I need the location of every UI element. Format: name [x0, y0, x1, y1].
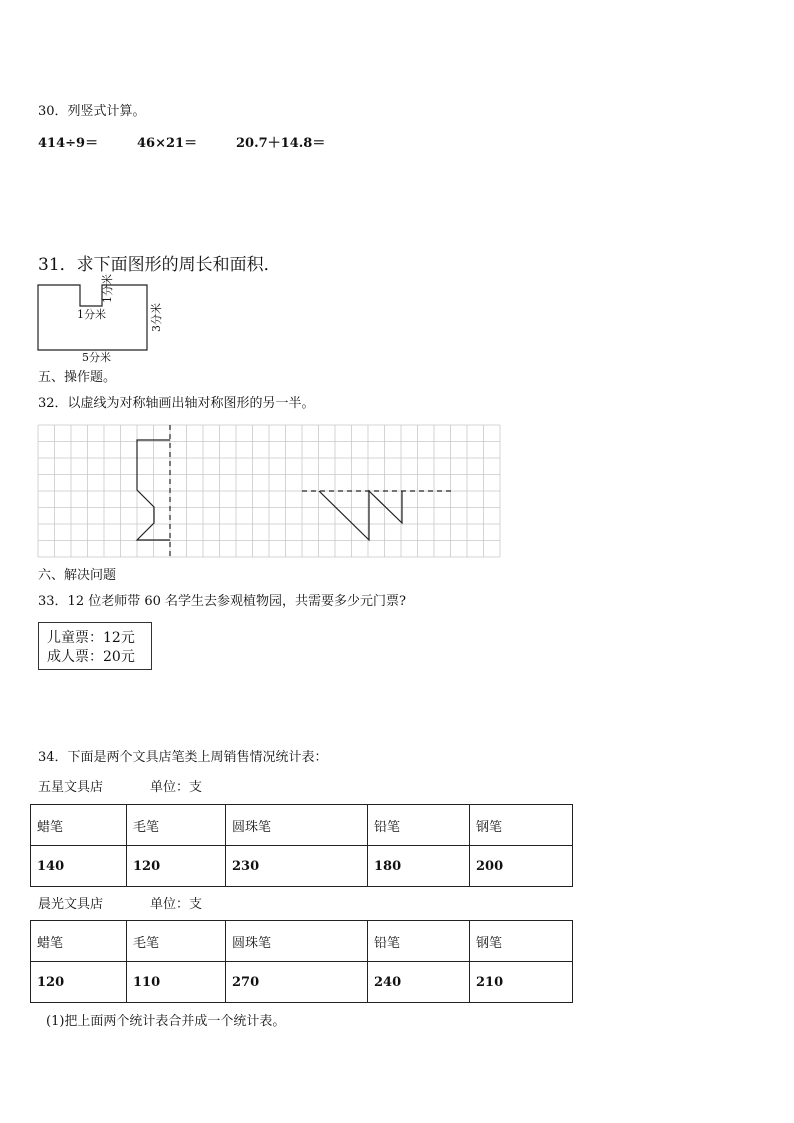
table-header-cell: 毛笔 [127, 921, 226, 962]
table-header-cell: 铅笔 [368, 805, 470, 846]
table-header-cell: 圆珠笔 [226, 921, 368, 962]
ticket-adult-price: 成人票：20元 [47, 649, 135, 665]
q33-title: 33．12 位老师带 60 名学生去参观植物园，共需要多少元门票? [38, 594, 406, 609]
table-header-cell: 毛笔 [127, 805, 226, 846]
q31-title: 31．求下面图形的周长和面积． [38, 255, 281, 275]
store1-unit: 单位：支 [150, 780, 203, 795]
q30-item-3: 20.7＋14.8＝ [236, 136, 326, 151]
q34-title: 34．下面是两个文具店笔类上周销售情况统计表： [38, 750, 328, 765]
table-cell: 200 [470, 846, 573, 887]
store1-name: 五星文具店 [38, 780, 104, 795]
section-6-heading: 六、解决问题 [38, 568, 117, 583]
table-cell: 270 [226, 962, 368, 1003]
section-5-heading: 五、操作题。 [38, 370, 117, 385]
table-header-cell: 钢笔 [470, 805, 573, 846]
table-cell: 140 [31, 846, 127, 887]
q31-height-label: 3分米 [150, 303, 163, 332]
table-cell: 120 [127, 846, 226, 887]
table-cell: 180 [368, 846, 470, 887]
table-cell: 240 [368, 962, 470, 1003]
q30-item-2: 46×21＝ [137, 136, 198, 151]
store2-name: 晨光文具店 [38, 897, 104, 912]
table-cell: 110 [127, 962, 226, 1003]
q30-item-1: 414÷9＝ [38, 136, 99, 151]
table-cell: 120 [31, 962, 127, 1003]
table-header-row [31, 921, 573, 962]
table-header-cell: 蜡笔 [31, 805, 127, 846]
q32-title: 32．以虚线为对称轴画出轴对称图形的另一半。 [38, 396, 315, 411]
table-cell: 210 [470, 962, 573, 1003]
table-header-cell: 钢笔 [470, 921, 573, 962]
table-row [31, 846, 573, 887]
ticket-child-price: 儿童票：12元 [47, 630, 135, 646]
table-header-cell: 蜡笔 [31, 921, 127, 962]
table-header-row [31, 805, 573, 846]
store1-sales-table [30, 804, 573, 887]
q31-notch-width-label: 1分米 [77, 308, 106, 321]
store2-sales-table [30, 920, 573, 1003]
q32-right-half-shape [319, 491, 402, 540]
ticket-price-box [38, 622, 152, 670]
q31-notch-depth-label: 1分米 [101, 274, 114, 303]
q30-title: 30．列竖式计算。 [38, 104, 146, 119]
table-header-cell: 铅笔 [368, 921, 470, 962]
table-row [31, 962, 573, 1003]
table-header-cell: 圆珠笔 [226, 805, 368, 846]
table-cell: 230 [226, 846, 368, 887]
store2-unit: 单位：支 [150, 897, 203, 912]
q31-width-label: 5分米 [82, 351, 111, 364]
q34-sub-question-1: (1)把上面两个统计表合并成一个统计表。 [46, 1014, 286, 1029]
